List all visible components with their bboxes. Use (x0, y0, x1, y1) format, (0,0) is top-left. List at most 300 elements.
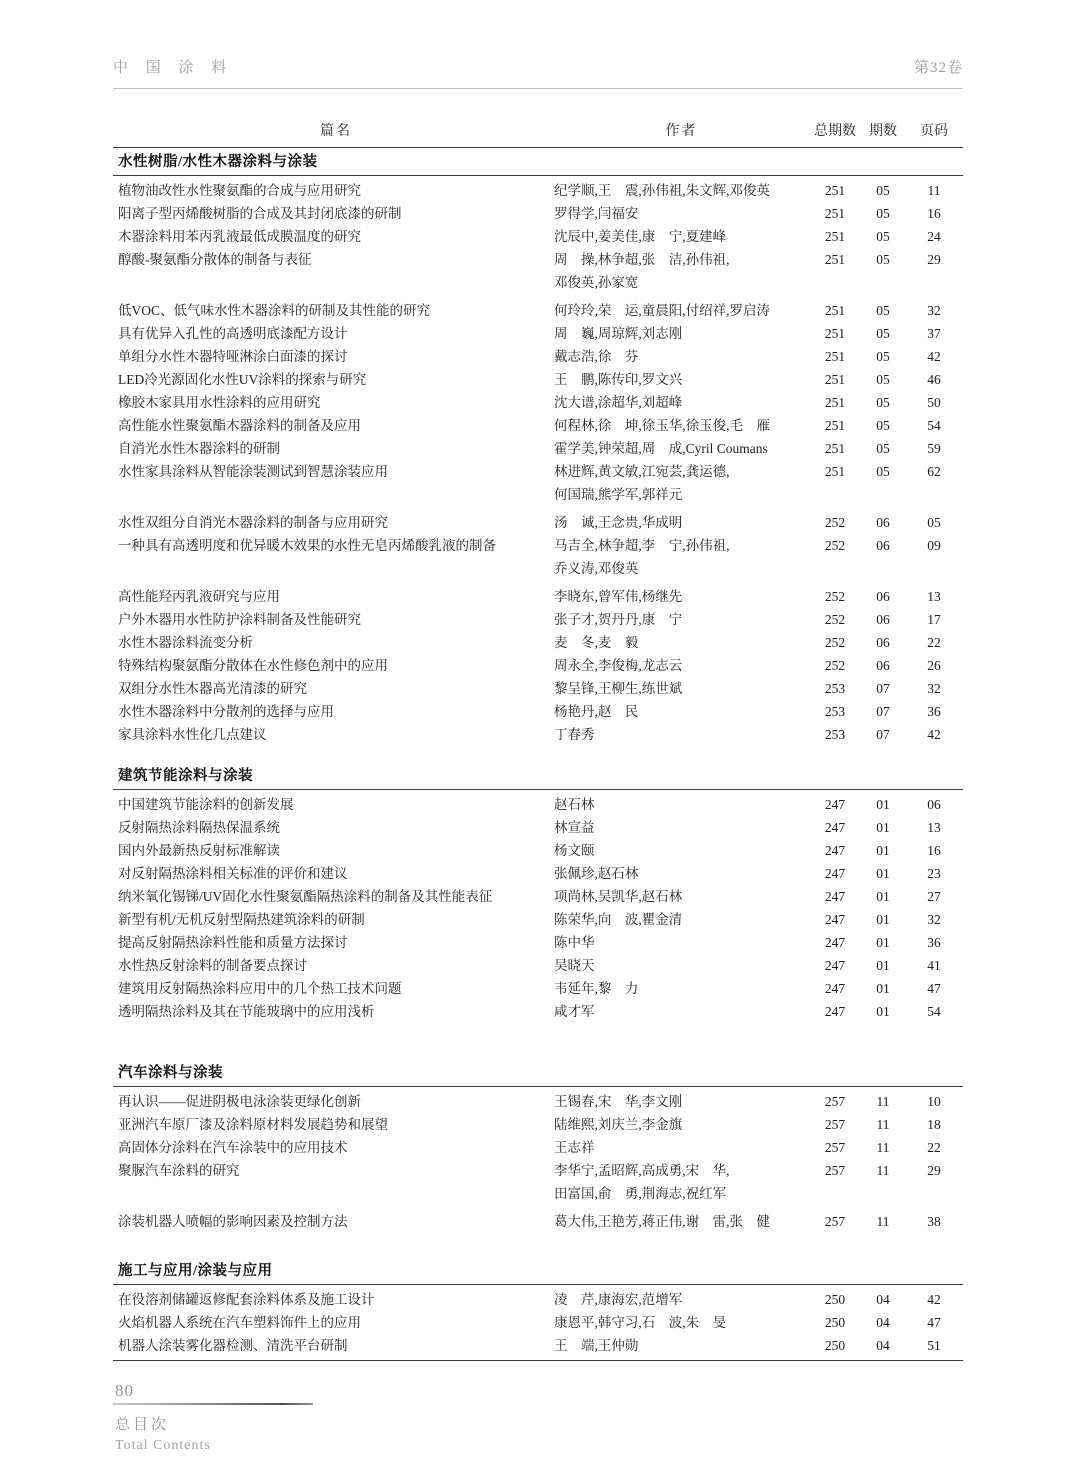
total-issue-number: 252 (824, 538, 846, 553)
article-title: 高性能水性聚氨酯木器涂料的制备及应用 (118, 418, 361, 433)
total-issue-number: 251 (824, 303, 846, 318)
page-number: 13 (927, 820, 941, 835)
article-title: 中国建筑节能涂料的创新发展 (118, 797, 294, 812)
author-line: 吴晓天 (554, 958, 595, 973)
article-authors (554, 793, 809, 816)
issue-number: 01 (876, 912, 890, 927)
page-number: 54 (927, 418, 941, 433)
issue-number: 07 (876, 704, 890, 719)
issue-number: 11 (876, 1140, 890, 1155)
article-row (113, 1113, 963, 1136)
article-row (113, 391, 963, 414)
section-title: 施工与应用/涂装与应用 (113, 1257, 963, 1285)
article-row (113, 654, 963, 677)
total-issue-number: 252 (824, 515, 846, 530)
author-line: 何玲玲,荣 运,童晨阳,付绍祥,罗启涛 (554, 303, 770, 318)
article-title: 水性木器涂料中分散剂的选择与应用 (118, 704, 334, 719)
author-line: 戴志浩,徐 芬 (554, 349, 639, 364)
article-title: 再认识——促进阴极电泳涂装更绿化创新 (118, 1094, 361, 1109)
article-title: 低VOC、低气味水性木器涂料的研制及其性能的研究 (118, 303, 431, 318)
total-issue-number: 252 (824, 612, 846, 627)
page-number: 42 (927, 349, 941, 364)
page-number: 54 (927, 1004, 941, 1019)
page-number: 09 (927, 538, 941, 553)
total-issue-number: 247 (824, 889, 846, 904)
page-number: 29 (927, 252, 941, 267)
article-title: 建筑用反射隔热涂料应用中的几个热工技术问题 (118, 981, 402, 996)
volume-label: 第32卷 (913, 60, 963, 76)
author-line: 赵石林 (554, 797, 595, 812)
total-issue-number: 252 (824, 635, 846, 650)
article-authors (554, 248, 809, 294)
article-authors (554, 608, 809, 631)
page-number: 10 (927, 1094, 941, 1109)
section-title: 水性树脂/水性木器涂料与涂装 (113, 148, 963, 176)
article-title: 机器人涂装雾化器检测、清洗平台研制 (118, 1338, 348, 1353)
article-row (113, 414, 963, 437)
article-title: 亚洲汽车原厂漆及涂料原材料发展趋势和展望 (118, 1117, 388, 1132)
page-number: 22 (927, 635, 941, 650)
issue-number: 11 (876, 1163, 890, 1178)
total-issue-number: 247 (824, 866, 846, 881)
author-line: 马吉全,林争超,李 宁,孙伟祖, (554, 538, 730, 553)
page-number: 59 (927, 441, 941, 456)
article-authors (554, 654, 809, 677)
author-line: 周 巍,周琼辉,刘志刚 (554, 326, 683, 341)
author-line: 李华宁,孟昭辉,高成勇,宋 华, (554, 1163, 730, 1178)
article-row (113, 299, 963, 322)
issue-number: 01 (876, 866, 890, 881)
total-issue-number: 251 (824, 252, 846, 267)
article-title: 自消光水性木器涂料的研制 (118, 441, 280, 456)
article-row (113, 816, 963, 839)
author-line: 葛大伟,王艳芳,蒋正伟,谢 雷,张 健 (554, 1214, 770, 1229)
article-row (113, 608, 963, 631)
total-issue-number: 251 (824, 206, 846, 221)
total-issue-number: 250 (824, 1292, 846, 1307)
page-number: 11 (927, 183, 941, 198)
total-issue-number: 247 (824, 958, 846, 973)
article-title: 高固体分涂料在汽车涂装中的应用技术 (118, 1140, 348, 1155)
issue-number: 05 (876, 395, 890, 410)
article-title: 透明隔热涂料及其在节能玻璃中的应用浅析 (118, 1004, 375, 1019)
article-row (113, 1334, 963, 1357)
issue-number: 05 (876, 418, 890, 433)
article-row (113, 677, 963, 700)
article-title: LED冷光源固化水性UV涂料的探索与研究 (118, 372, 367, 387)
toc-section (113, 148, 963, 746)
issue-number: 05 (876, 326, 890, 341)
article-authors (554, 534, 809, 580)
page-number: 16 (927, 206, 941, 221)
total-issue-number: 247 (824, 935, 846, 950)
article-authors (554, 1288, 809, 1311)
section-title: 汽车涂料与涂装 (113, 1059, 963, 1087)
page-number: 51 (927, 1338, 941, 1353)
issue-number: 01 (876, 820, 890, 835)
author-line: 王 端,王仲勋 (554, 1338, 639, 1353)
article-authors (554, 908, 809, 931)
article-authors (554, 862, 809, 885)
author-line: 林宣益 (554, 820, 595, 835)
article-title: 水性双组分自消光木器涂料的制备与应用研究 (118, 515, 388, 530)
article-title: 水性家具涂料从智能涂装测试到智慧涂装应用 (118, 464, 388, 479)
page-number: 17 (927, 612, 941, 627)
article-title: 聚脲汽车涂料的研究 (118, 1163, 240, 1178)
author-line: 沈大谱,涂超华,刘超峰 (554, 395, 683, 410)
article-title: 涂装机器人喷幅的影响因素及控制方法 (118, 1214, 348, 1229)
section-rows (113, 1087, 963, 1233)
footer-title-cn: 总目次 (115, 1417, 170, 1433)
issue-number: 01 (876, 1004, 890, 1019)
footer-title-en: Total Contents (115, 1438, 211, 1453)
issue-number: 05 (876, 183, 890, 198)
total-issue-number: 257 (824, 1163, 846, 1178)
article-title: 提高反射隔热涂料性能和质量方法探讨 (118, 935, 348, 950)
page-number: 32 (927, 303, 941, 318)
article-row (113, 534, 963, 580)
issue-number: 06 (876, 538, 890, 553)
article-authors (554, 511, 809, 534)
page-number: 46 (927, 372, 941, 387)
page-number: 36 (927, 935, 941, 950)
issue-number: 06 (876, 635, 890, 650)
total-issue-number: 251 (824, 229, 846, 244)
col-header-title: 篇名 (320, 124, 352, 139)
total-issue-number: 253 (824, 681, 846, 696)
journal-name: 中 国 涂 料 (113, 60, 234, 76)
issue-number: 04 (876, 1292, 890, 1307)
article-row (113, 862, 963, 885)
author-line: 王 鹏,陈传印,罗文兴 (554, 372, 683, 387)
author-line: 项尚林,吴凯华,赵石林 (554, 889, 683, 904)
page-number: 16 (927, 843, 941, 858)
author-line: 凌 芹,康海宏,范增军 (554, 1292, 683, 1307)
article-row (113, 1136, 963, 1159)
article-title: 反射隔热涂料隔热保温系统 (118, 820, 280, 835)
issue-number: 06 (876, 515, 890, 530)
article-authors (554, 437, 809, 460)
issue-number: 11 (876, 1094, 890, 1109)
col-header-authors: 作者 (665, 124, 698, 139)
section-rows (113, 1285, 963, 1357)
author-line: 周永全,李俊梅,龙志云 (554, 658, 683, 673)
article-row (113, 885, 963, 908)
article-authors (554, 225, 809, 248)
article-row (113, 793, 963, 816)
article-title: 橡胶木家具用水性涂料的应用研究 (118, 395, 321, 410)
author-line: 王志祥 (554, 1140, 595, 1155)
page-number: 37 (927, 326, 941, 341)
issue-number: 07 (876, 681, 890, 696)
author-line: 陆维熙,刘庆兰,李金旗 (554, 1117, 683, 1132)
article-title: 新型有机/无机反射型隔热建筑涂料的研制 (118, 912, 365, 927)
article-title: 特殊结构聚氨酯分散体在水性修色剂中的应用 (118, 658, 388, 673)
author-line: 周 操,林争超,张 洁,孙伟祖, (554, 252, 730, 267)
author-line: 纪学顺,王 震,孙伟祖,朱文辉,邓俊英 (554, 183, 770, 198)
article-authors (554, 1159, 809, 1205)
footer-rule (113, 1403, 313, 1405)
author-line: 何国瑞,熊学军,郭祥元 (554, 487, 683, 502)
article-title: 家具涂料水性化几点建议 (118, 727, 267, 742)
total-issue-number: 251 (824, 418, 846, 433)
col-header-issue: 期数 (869, 124, 897, 139)
article-title: 具有优异入孔性的高透明底漆配方设计 (118, 326, 348, 341)
total-issue-number: 257 (824, 1117, 846, 1132)
issue-number: 01 (876, 981, 890, 996)
page-number: 24 (927, 229, 941, 244)
author-line: 丁春秀 (554, 727, 595, 742)
issue-number: 11 (876, 1117, 890, 1132)
total-issue-number: 250 (824, 1315, 846, 1330)
article-row (113, 931, 963, 954)
author-line: 麦 冬,麦 毅 (554, 635, 639, 650)
article-authors (554, 954, 809, 977)
article-authors (554, 460, 809, 506)
article-authors (554, 677, 809, 700)
author-line: 罗得学,闫福安 (554, 206, 639, 221)
page-number: 50 (927, 395, 941, 410)
author-line: 张佩珍,赵石林 (554, 866, 639, 881)
page-number: 32 (927, 912, 941, 927)
article-title: 植物油改性水性聚氨酯的合成与应用研究 (118, 183, 361, 198)
total-issue-number: 257 (824, 1094, 846, 1109)
total-issue-number: 251 (824, 441, 846, 456)
table-body (113, 148, 963, 1361)
article-authors (554, 977, 809, 1000)
total-issue-number: 247 (824, 797, 846, 812)
article-title: 纳米氧化锡锑/UV固化水性聚氨酯隔热涂料的制备及其性能表征 (118, 889, 493, 904)
total-issue-number: 257 (824, 1140, 846, 1155)
issue-number: 06 (876, 589, 890, 604)
article-authors (554, 391, 809, 414)
issue-number: 05 (876, 229, 890, 244)
article-authors (554, 1000, 809, 1023)
article-authors (554, 414, 809, 437)
author-line: 王锡春,宋 华,李文刚 (554, 1094, 683, 1109)
author-line: 李晓东,曾军伟,杨继先 (554, 589, 683, 604)
author-line: 张子才,贺丹丹,康 宁 (554, 612, 683, 627)
author-line: 陈中华 (554, 935, 595, 950)
total-issue-number: 250 (824, 1338, 846, 1353)
article-authors (554, 202, 809, 225)
article-row (113, 1288, 963, 1311)
page-number: 13 (927, 589, 941, 604)
issue-number: 05 (876, 464, 890, 479)
author-line: 邓俊英,孙家宽 (554, 275, 639, 290)
total-issue-number: 247 (824, 981, 846, 996)
article-title: 户外木器用水性防护涂料制备及性能研究 (118, 612, 361, 627)
article-row (113, 1210, 963, 1233)
article-title: 水性木器涂料流变分析 (118, 635, 253, 650)
issue-number: 07 (876, 727, 890, 742)
article-authors (554, 931, 809, 954)
page-number: 29 (927, 1163, 941, 1178)
issue-number: 05 (876, 206, 890, 221)
page-number: 42 (927, 1292, 941, 1307)
issue-number: 11 (876, 1214, 890, 1229)
total-issue-number: 253 (824, 727, 846, 742)
page-number: 23 (927, 866, 941, 881)
article-authors (554, 1334, 809, 1357)
page-number: 32 (927, 681, 941, 696)
column-header-row (113, 123, 963, 148)
article-authors (554, 368, 809, 391)
author-line: 杨文颐 (554, 843, 595, 858)
page-number: 47 (927, 1315, 941, 1330)
author-line: 陈荣华,向 波,瞿金清 (554, 912, 683, 927)
article-authors (554, 1090, 809, 1113)
page-number: 42 (927, 727, 941, 742)
author-line: 霍学美,钟荣超,周 成,Cyril Coumans (554, 441, 768, 456)
page-number: 41 (927, 958, 941, 973)
col-header-total-issue: 总期数 (814, 124, 856, 139)
article-authors (554, 631, 809, 654)
issue-number: 05 (876, 372, 890, 387)
toc-section (113, 1059, 963, 1233)
article-authors (554, 322, 809, 345)
total-issue-number: 251 (824, 326, 846, 341)
total-issue-number: 251 (824, 183, 846, 198)
page-number: 27 (927, 889, 941, 904)
issue-number: 04 (876, 1338, 890, 1353)
section-rows (113, 790, 963, 1023)
col-header-page: 页码 (920, 124, 948, 139)
issue-number: 06 (876, 612, 890, 627)
issue-number: 01 (876, 797, 890, 812)
issue-number: 01 (876, 958, 890, 973)
author-line: 黎呈锋,王柳生,练世斌 (554, 681, 683, 696)
total-issue-number: 247 (824, 912, 846, 927)
article-authors (554, 585, 809, 608)
article-row (113, 225, 963, 248)
article-row (113, 700, 963, 723)
article-row (113, 368, 963, 391)
page-number: 05 (927, 515, 941, 530)
author-line: 汤 诚,王念贵,华成明 (554, 515, 683, 530)
article-row (113, 977, 963, 1000)
article-row (113, 585, 963, 608)
article-title: 双组分水性木器高光清漆的研究 (118, 681, 307, 696)
page-number: 38 (927, 1214, 941, 1229)
issue-number: 01 (876, 935, 890, 950)
article-title: 高性能羟丙乳液研究与应用 (118, 589, 280, 604)
total-issue-number: 251 (824, 349, 846, 364)
article-title: 火焰机器人系统在汽车塑料饰件上的应用 (118, 1315, 361, 1330)
total-issue-number: 252 (824, 589, 846, 604)
page-number: 62 (927, 464, 941, 479)
article-row (113, 631, 963, 654)
page-number: 36 (927, 704, 941, 719)
article-authors (554, 345, 809, 368)
author-line: 杨艳丹,赵 民 (554, 704, 639, 719)
page-footer (113, 1381, 963, 1454)
issue-number: 04 (876, 1315, 890, 1330)
article-authors (554, 179, 809, 202)
footer-page-number: 80 (115, 1381, 134, 1400)
article-authors (554, 1210, 809, 1233)
article-row (113, 248, 963, 294)
article-row (113, 345, 963, 368)
total-issue-number: 253 (824, 704, 846, 719)
total-issue-number: 247 (824, 843, 846, 858)
article-row (113, 322, 963, 345)
article-title: 单组分水性木器特哑淋涂白面漆的探讨 (118, 349, 348, 364)
article-title: 阳离子型丙烯酸树脂的合成及其封闭底漆的研制 (118, 206, 402, 221)
total-issue-number: 252 (824, 658, 846, 673)
article-row (113, 1090, 963, 1113)
issue-number: 06 (876, 658, 890, 673)
issue-number: 05 (876, 303, 890, 318)
author-line: 韦延年,黎 力 (554, 981, 639, 996)
contents-table (113, 123, 963, 1361)
issue-number: 05 (876, 441, 890, 456)
article-row (113, 723, 963, 746)
article-title: 在役溶剂储罐返修配套涂料体系及施工设计 (118, 1292, 375, 1307)
article-row (113, 437, 963, 460)
article-authors (554, 1136, 809, 1159)
page-number: 06 (927, 797, 941, 812)
toc-section (113, 1257, 963, 1357)
page-number: 47 (927, 981, 941, 996)
total-issue-number: 251 (824, 395, 846, 410)
running-head (113, 56, 963, 89)
author-line: 林进辉,黄文敏,江宛芸,龚运德, (554, 464, 730, 479)
article-row (113, 202, 963, 225)
article-title: 醇酸-聚氨酯分散体的制备与表征 (118, 252, 312, 267)
article-authors (554, 1113, 809, 1136)
article-authors (554, 723, 809, 746)
article-row (113, 1000, 963, 1023)
article-title: 对反射隔热涂料相关标准的评价和建议 (118, 866, 348, 881)
article-row (113, 460, 963, 506)
issue-number: 01 (876, 843, 890, 858)
article-row (113, 179, 963, 202)
author-line: 乔义涛,邓俊英 (554, 561, 639, 576)
author-line: 咸才军 (554, 1004, 595, 1019)
article-row (113, 908, 963, 931)
toc-section (113, 762, 963, 1023)
article-row (113, 839, 963, 862)
author-line: 康恩平,韩守习,石 波,朱 旻 (554, 1315, 727, 1330)
page-number: 22 (927, 1140, 941, 1155)
total-issue-number: 257 (824, 1214, 846, 1229)
article-authors (554, 839, 809, 862)
issue-number: 01 (876, 889, 890, 904)
article-authors (554, 700, 809, 723)
author-line: 何程林,徐 坤,徐玉华,徐玉俊,毛 雁 (554, 418, 770, 433)
author-line: 田富国,俞 勇,荆海志,祝红军 (554, 1186, 727, 1201)
article-title: 水性热反射涂料的制备要点探讨 (118, 958, 307, 973)
article-row (113, 1311, 963, 1334)
article-authors (554, 1311, 809, 1334)
total-issue-number: 251 (824, 464, 846, 479)
issue-number: 05 (876, 349, 890, 364)
article-row (113, 954, 963, 977)
total-issue-number: 247 (824, 820, 846, 835)
article-title: 木器涂料用苯丙乳液最低成膜温度的研究 (118, 229, 361, 244)
total-issue-number: 247 (824, 1004, 846, 1019)
article-row (113, 1159, 963, 1205)
total-issue-number: 251 (824, 372, 846, 387)
issue-number: 05 (876, 252, 890, 267)
article-authors (554, 816, 809, 839)
article-row (113, 511, 963, 534)
article-title: 国内外最新热反射标准解读 (118, 843, 280, 858)
author-line: 沈辰中,姜美佳,康 宁,夏建峰 (554, 229, 727, 244)
page-number: 18 (927, 1117, 941, 1132)
section-rows (113, 176, 963, 746)
